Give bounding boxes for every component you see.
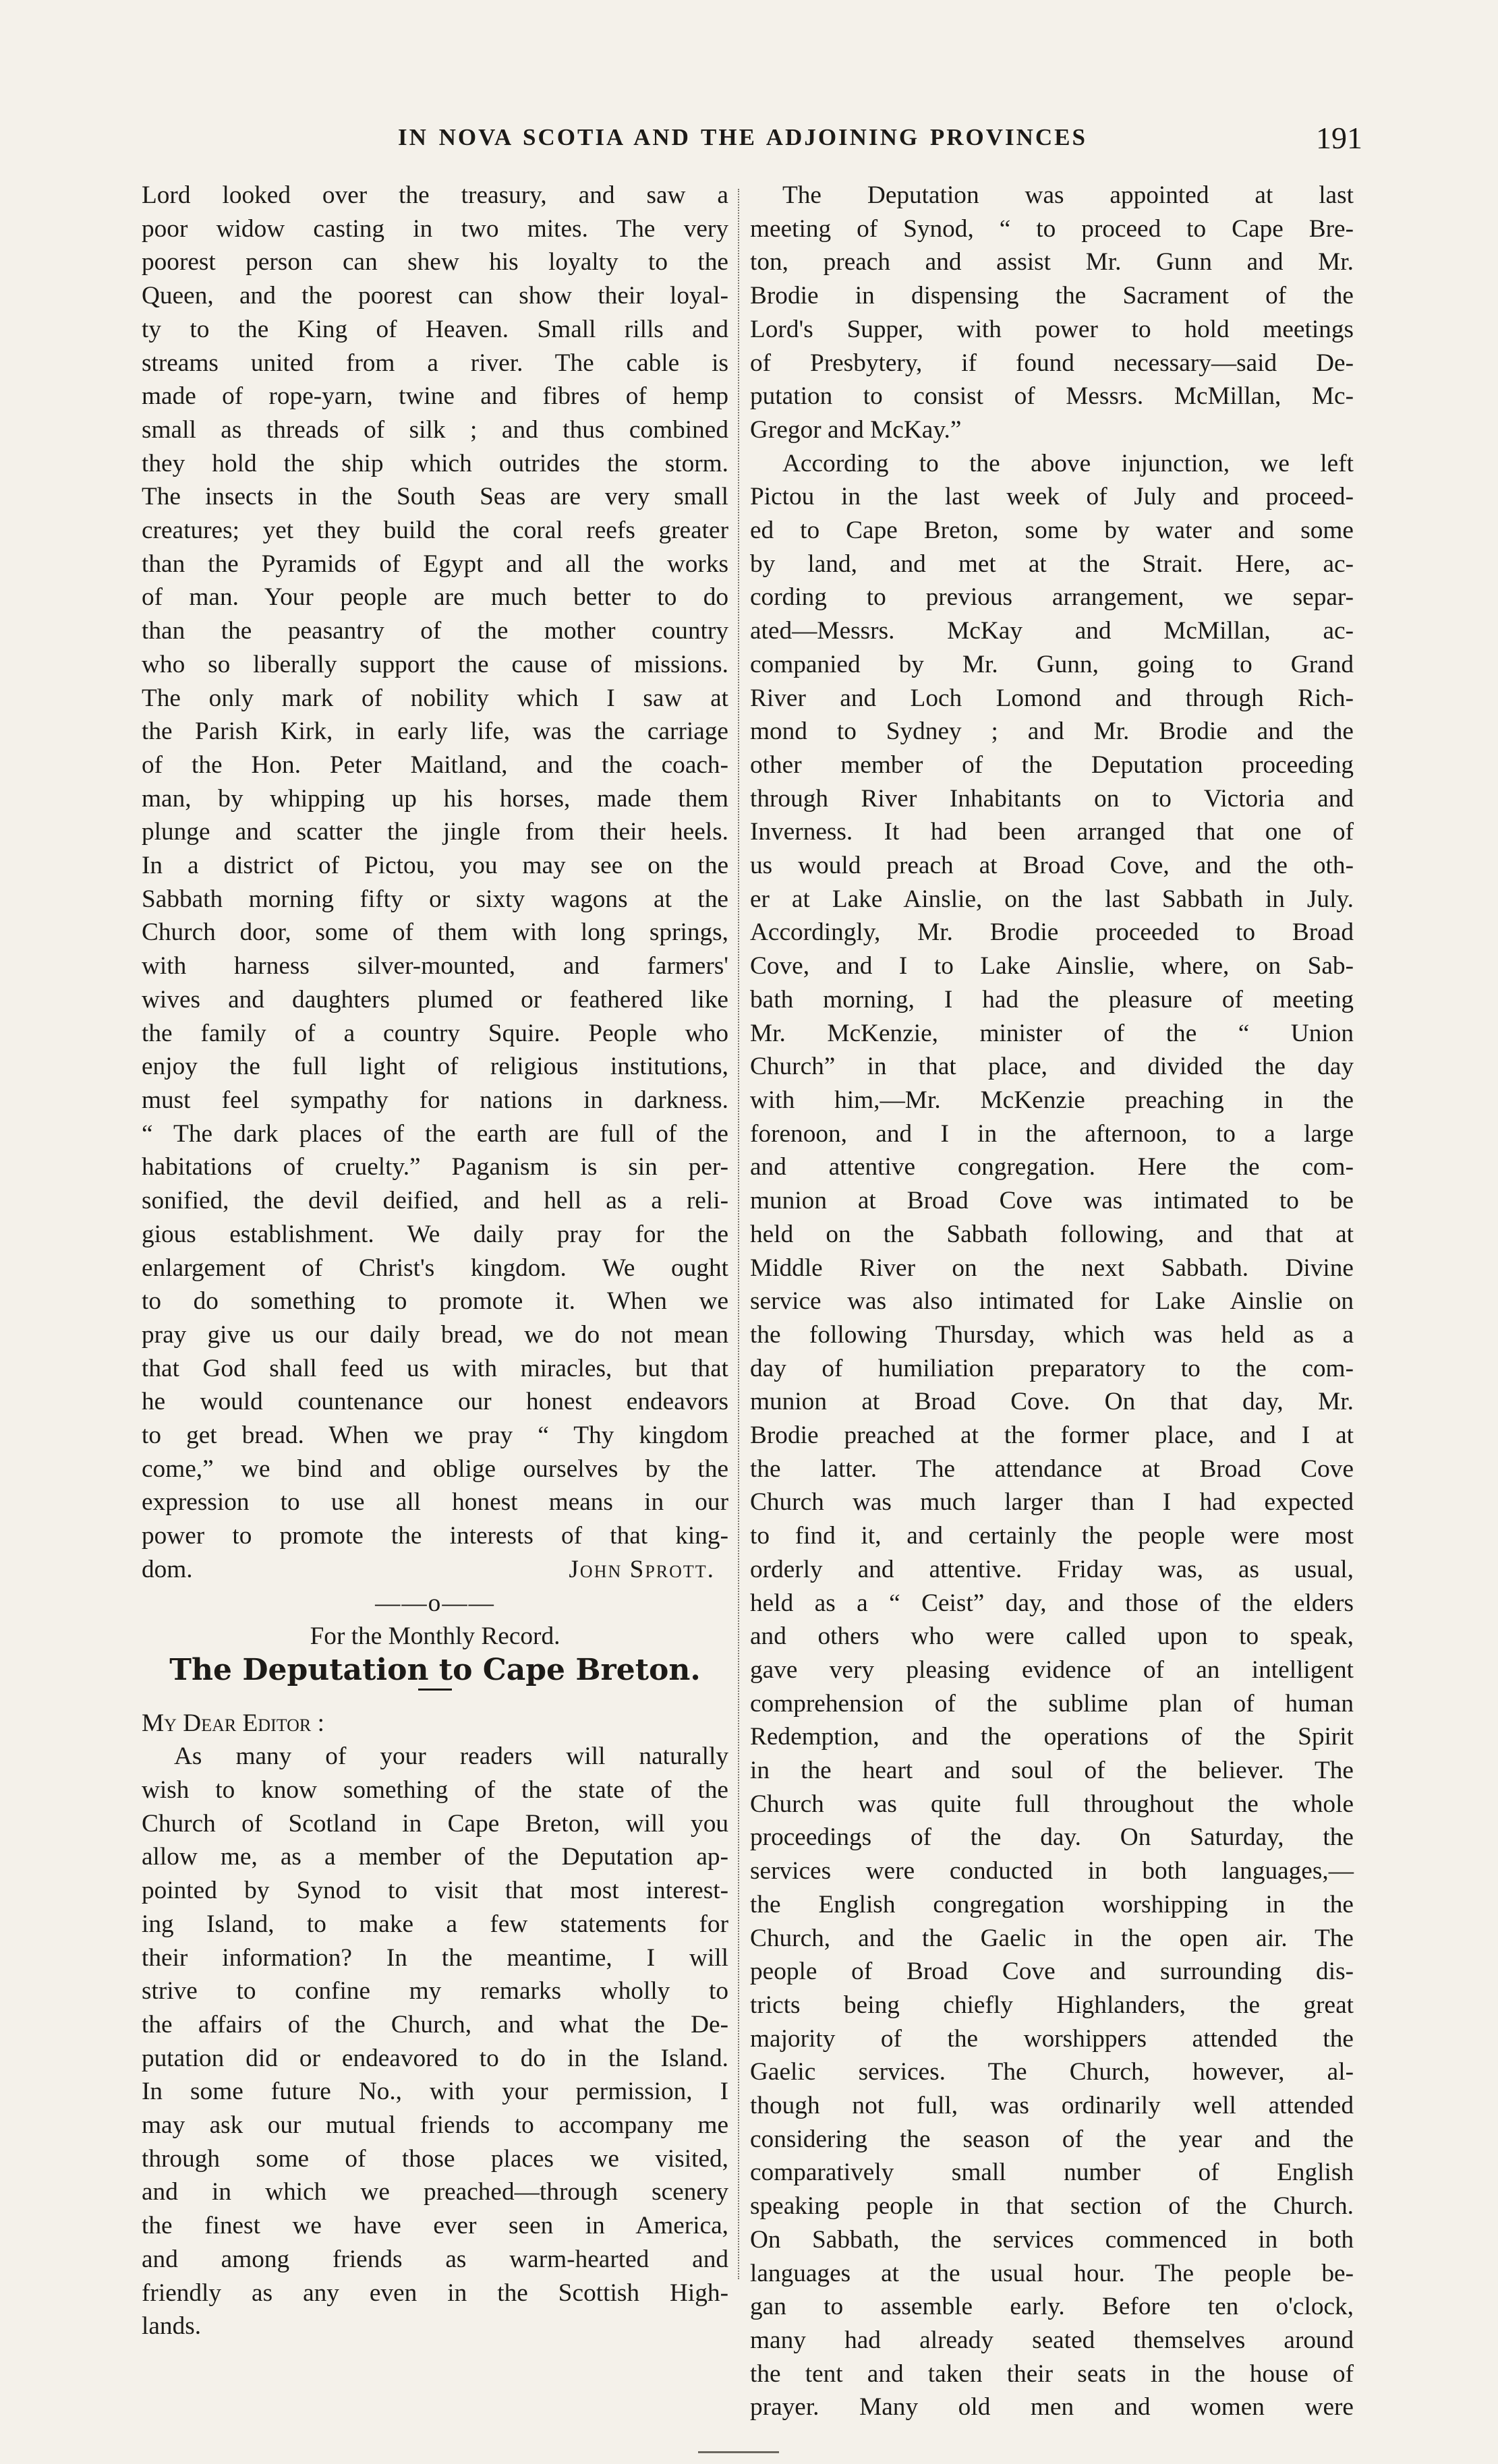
text-line: Church was much larger than I had expected bbox=[750, 1488, 1354, 1517]
text-line: Queen, and the poorest can show their loyal- bbox=[142, 282, 728, 310]
text-line: than the Pyramids of Egypt and all the works bbox=[142, 550, 728, 578]
text-line: companied by Mr. Gunn, going to Grand bbox=[750, 650, 1354, 678]
bottom-rule bbox=[698, 2451, 779, 2453]
text-line: the latter. The attendance at Broad Cove bbox=[750, 1455, 1354, 1483]
text-line: of Presbytery, if found necessary—said De- bbox=[750, 349, 1354, 377]
text-line: expression to use all honest means in our bbox=[142, 1488, 728, 1517]
text-line: gan to assemble early. Before ten o'clock, bbox=[750, 2293, 1354, 2321]
text-line: Sabbath morning fifty or sixty wagons at the bbox=[142, 885, 728, 913]
text-line: and among friends as warm-hearted and bbox=[142, 2245, 728, 2273]
signature-line bbox=[142, 1553, 728, 1587]
running-head bbox=[135, 120, 1362, 167]
text-line: gave very pleasing evidence of an intelligent bbox=[750, 1655, 1354, 1684]
text-line: the Parish Kirk, in early life, was the carriage bbox=[142, 717, 728, 746]
text-line: River and Loch Lomond and through Rich- bbox=[750, 684, 1354, 712]
sign-off-word: dom. bbox=[142, 1555, 193, 1583]
text-line: strive to confine my remarks wholly to bbox=[142, 1977, 728, 2005]
text-line: orderly and attentive. Friday was, as usual, bbox=[750, 1555, 1354, 1583]
section-divider: ——o—— bbox=[375, 1589, 495, 1617]
text-line: forenoon, and I in the afternoon, to a large bbox=[750, 1119, 1354, 1148]
title-rule bbox=[418, 1689, 452, 1691]
left-column bbox=[142, 179, 728, 2343]
text-line: poor widow casting in two mites. The very bbox=[142, 214, 728, 243]
column-divider bbox=[738, 189, 739, 2279]
text-line: through some of those places we visited, bbox=[142, 2144, 728, 2173]
article-text bbox=[142, 1740, 728, 2343]
text-line: man, by whipping up his horses, made them bbox=[142, 784, 728, 813]
text-line: “ The dark places of the earth are full of the bbox=[142, 1119, 728, 1148]
text-line: the family of a country Squire. People who bbox=[142, 1019, 728, 1047]
text-line: wives and daughters plumed or feathered like bbox=[142, 985, 728, 1014]
text-line: Middle River on the next Sabbath. Divine bbox=[750, 1254, 1354, 1282]
text-line: power to promote the interests of that king- bbox=[142, 1522, 728, 1550]
article-title: The Deputation to Cape Breton. bbox=[169, 1652, 701, 1687]
signature: John Sprott. bbox=[569, 1555, 715, 1583]
text-line: of man. Your people are much better to do bbox=[142, 583, 728, 612]
text-line: tricts being chiefly Highlanders, the great bbox=[750, 1991, 1354, 2019]
text-line: Lord's Supper, with power to hold meetings bbox=[750, 315, 1354, 343]
text-line: In a district of Pictou, you may see on the bbox=[142, 852, 728, 880]
text-line: munion at Broad Cove was intimated to be bbox=[750, 1187, 1354, 1215]
text-line: with harness silver-mounted, and farmers' bbox=[142, 952, 728, 980]
text-line: small as threads of silk ; and thus combined bbox=[142, 415, 728, 444]
text-line: and attentive congregation. Here the com- bbox=[750, 1153, 1354, 1181]
text-line: comprehension of the sublime plan of human bbox=[750, 1689, 1354, 1718]
text-line: ty to the King of Heaven. Small rills and bbox=[142, 315, 728, 343]
text-line: must feel sympathy for nations in darkness. bbox=[142, 1086, 728, 1114]
page-number: 191 bbox=[1316, 121, 1362, 155]
text-line: Church, and the Gaelic in the open air. The bbox=[750, 1924, 1354, 1952]
text-line: ed to Cape Breton, some by water and some bbox=[750, 517, 1354, 545]
text-line: who so liberally support the cause of missions. bbox=[142, 650, 728, 678]
text-line: they hold the ship which outrides the storm. bbox=[142, 449, 728, 477]
text-line: The only mark of nobility which I saw at bbox=[142, 684, 728, 712]
text-line: Lord looked over the treasury, and saw a bbox=[142, 181, 728, 209]
text-line: other member of the Deputation proceeding bbox=[750, 751, 1354, 779]
text-line: prayer. Many old men and women were bbox=[750, 2393, 1354, 2422]
text-line: pointed by Synod to visit that most interest- bbox=[142, 1877, 728, 1905]
text-line: come,” we bind and oblige ourselves by the bbox=[142, 1455, 728, 1483]
text-line: meeting of Synod, “ to proceed to Cape Bre- bbox=[750, 214, 1354, 243]
text-line: their information? In the meantime, I will bbox=[142, 1943, 728, 1972]
text-line: to do something to promote it. When we bbox=[142, 1287, 728, 1316]
salutation: My Dear Editor : bbox=[142, 1709, 324, 1737]
article-continuation-text bbox=[750, 179, 1354, 2424]
text-line: habitations of cruelty.” Paganism is sin per- bbox=[142, 1153, 728, 1181]
text-line: the finest we have ever seen in America, bbox=[142, 2212, 728, 2240]
text-line: of the Hon. Peter Maitland, and the coach- bbox=[142, 751, 728, 779]
text-line: friendly as any even in the Scottish High- bbox=[142, 2279, 728, 2307]
text-line: The insects in the South Seas are very small bbox=[142, 483, 728, 511]
text-line: Church of Scotland in Cape Breton, will you bbox=[142, 1809, 728, 1838]
text-line: to get bread. When we pray “ Thy kingdom bbox=[142, 1421, 728, 1450]
text-line: putation did or endeavored to do in the Island. bbox=[142, 2044, 728, 2072]
text-line: The Deputation was appointed at last bbox=[782, 181, 1354, 209]
text-line: considering the season of the year and the bbox=[750, 2125, 1354, 2153]
text-line: Mr. McKenzie, minister of the “ Union bbox=[750, 1019, 1354, 1047]
text-line: ated—Messrs. McKay and McMillan, ac- bbox=[750, 617, 1354, 645]
text-line: gious establishment. We daily pray for the bbox=[142, 1220, 728, 1248]
text-line: ing Island, to make a few statements for bbox=[142, 1910, 728, 1938]
letter-text bbox=[142, 179, 728, 1553]
text-line: people of Broad Cove and surrounding dis- bbox=[750, 1958, 1354, 1986]
text-line: Inverness. It had been arranged that one of bbox=[750, 818, 1354, 846]
text-line: In some future No., with your permission, I bbox=[142, 2078, 728, 2106]
text-line: Brodie in dispensing the Sacrament of the bbox=[750, 282, 1354, 310]
text-line: Gaelic services. The Church, however, al- bbox=[750, 2058, 1354, 2086]
text-line: Pictou in the last week of July and proceed- bbox=[750, 483, 1354, 511]
text-line: lands. bbox=[142, 2312, 202, 2341]
text-line: the tent and taken their seats in the house of bbox=[750, 2359, 1354, 2388]
text-line: and in which we preached—through scenery bbox=[142, 2178, 728, 2206]
text-line: cording to previous arrangement, we separ- bbox=[750, 583, 1354, 612]
running-title: IN NOVA SCOTIA AND THE ADJOINING PROVINCES bbox=[398, 124, 1087, 150]
text-line: bath morning, I had the pleasure of meeting bbox=[750, 985, 1354, 1014]
text-line: services were conducted in both languages,— bbox=[750, 1857, 1354, 1885]
text-line: er at Lake Ainslie, on the last Sabbath in July. bbox=[750, 885, 1354, 913]
text-line: enlargement of Christ's kingdom. We ought bbox=[142, 1254, 728, 1282]
text-line: ton, preach and assist Mr. Gunn and Mr. bbox=[750, 248, 1354, 276]
text-line: languages at the usual hour. The people be- bbox=[750, 2259, 1354, 2287]
text-line: many had already seated themselves around bbox=[750, 2326, 1354, 2354]
text-line: mond to Sydney ; and Mr. Brodie and the bbox=[750, 717, 1354, 746]
text-line: to find it, and certainly the people were most bbox=[750, 1522, 1354, 1550]
text-line: held as a “ Ceist” day, and those of the elders bbox=[750, 1589, 1354, 1617]
text-line: plunge and scatter the jingle from their heels. bbox=[142, 818, 728, 846]
text-line: the following Thursday, which was held as a bbox=[750, 1320, 1354, 1349]
text-line: streams united from a river. The cable is bbox=[142, 349, 728, 377]
text-line: pray give us our daily bread, we do not mean bbox=[142, 1320, 728, 1349]
for-line: For the Monthly Record. bbox=[310, 1622, 560, 1651]
text-line: putation to consist of Messrs. McMillan, Mc- bbox=[750, 382, 1354, 411]
text-line: Church door, some of them with long springs, bbox=[142, 918, 728, 947]
text-line: though not full, was ordinarily well attended bbox=[750, 2092, 1354, 2120]
text-line: that God shall feed us with miracles, but that bbox=[142, 1354, 728, 1382]
text-line: by land, and met at the Strait. Here, ac- bbox=[750, 550, 1354, 578]
text-line: the affairs of the Church, and what the De- bbox=[142, 2010, 728, 2038]
text-line: the English congregation worshipping in the bbox=[750, 1890, 1354, 1918]
text-line: As many of your readers will naturally bbox=[174, 1742, 728, 1771]
text-line: Church was quite full throughout the whole bbox=[750, 1790, 1354, 1818]
text-line: speaking people in that section of the Church. bbox=[750, 2192, 1354, 2221]
text-line: Cove, and I to Lake Ainslie, where, on Sab- bbox=[750, 952, 1354, 980]
text-line: proceedings of the day. On Saturday, the bbox=[750, 1823, 1354, 1852]
text-line: through River Inhabitants on to Victoria and bbox=[750, 784, 1354, 813]
text-line: majority of the worshippers attended the bbox=[750, 2024, 1354, 2053]
text-line: allow me, as a member of the Deputation ap- bbox=[142, 1843, 728, 1871]
text-line: Gregor and McKay.” bbox=[750, 415, 962, 444]
text-line: in the heart and soul of the believer. The bbox=[750, 1757, 1354, 1785]
text-line: day of humiliation preparatory to the com- bbox=[750, 1354, 1354, 1382]
text-line: munion at Broad Cove. On that day, Mr. bbox=[750, 1388, 1354, 1416]
text-line: creatures; yet they build the coral reefs greater bbox=[142, 517, 728, 545]
text-line: According to the above injunction, we left bbox=[782, 449, 1354, 477]
text-line: service was also intimated for Lake Ainslie on bbox=[750, 1287, 1354, 1316]
text-line: comparatively small number of English bbox=[750, 2159, 1354, 2187]
text-line: and others who were called upon to speak, bbox=[750, 1622, 1354, 1651]
text-line: than the peasantry of the mother country bbox=[142, 617, 728, 645]
text-line: with him,—Mr. McKenzie preaching in the bbox=[750, 1086, 1354, 1114]
text-line: Church” in that place, and divided the day bbox=[750, 1053, 1354, 1081]
text-line: enjoy the full light of religious institutions, bbox=[142, 1053, 728, 1081]
text-line: Redemption, and the operations of the Spirit bbox=[750, 1723, 1354, 1751]
text-line: made of rope-yarn, twine and fibres of hemp bbox=[142, 382, 728, 411]
text-line: sonified, the devil deified, and hell as a reli- bbox=[142, 1187, 728, 1215]
text-line: may ask our mutual friends to accompany me bbox=[142, 2111, 728, 2140]
text-line: held on the Sabbath following, and that at bbox=[750, 1220, 1354, 1248]
text-line: poorest person can shew his loyalty to the bbox=[142, 248, 728, 276]
text-line: Accordingly, Mr. Brodie proceeded to Broad bbox=[750, 918, 1354, 947]
right-column bbox=[750, 179, 1354, 2424]
text-line: On Sabbath, the services commenced in both bbox=[750, 2225, 1354, 2254]
text-line: he would countenance our honest endeavors bbox=[142, 1388, 728, 1416]
text-line: us would preach at Broad Cove, and the oth- bbox=[750, 852, 1354, 880]
text-line: wish to know something of the state of the bbox=[142, 1776, 728, 1805]
text-line: Brodie preached at the former place, and I at bbox=[750, 1421, 1354, 1450]
